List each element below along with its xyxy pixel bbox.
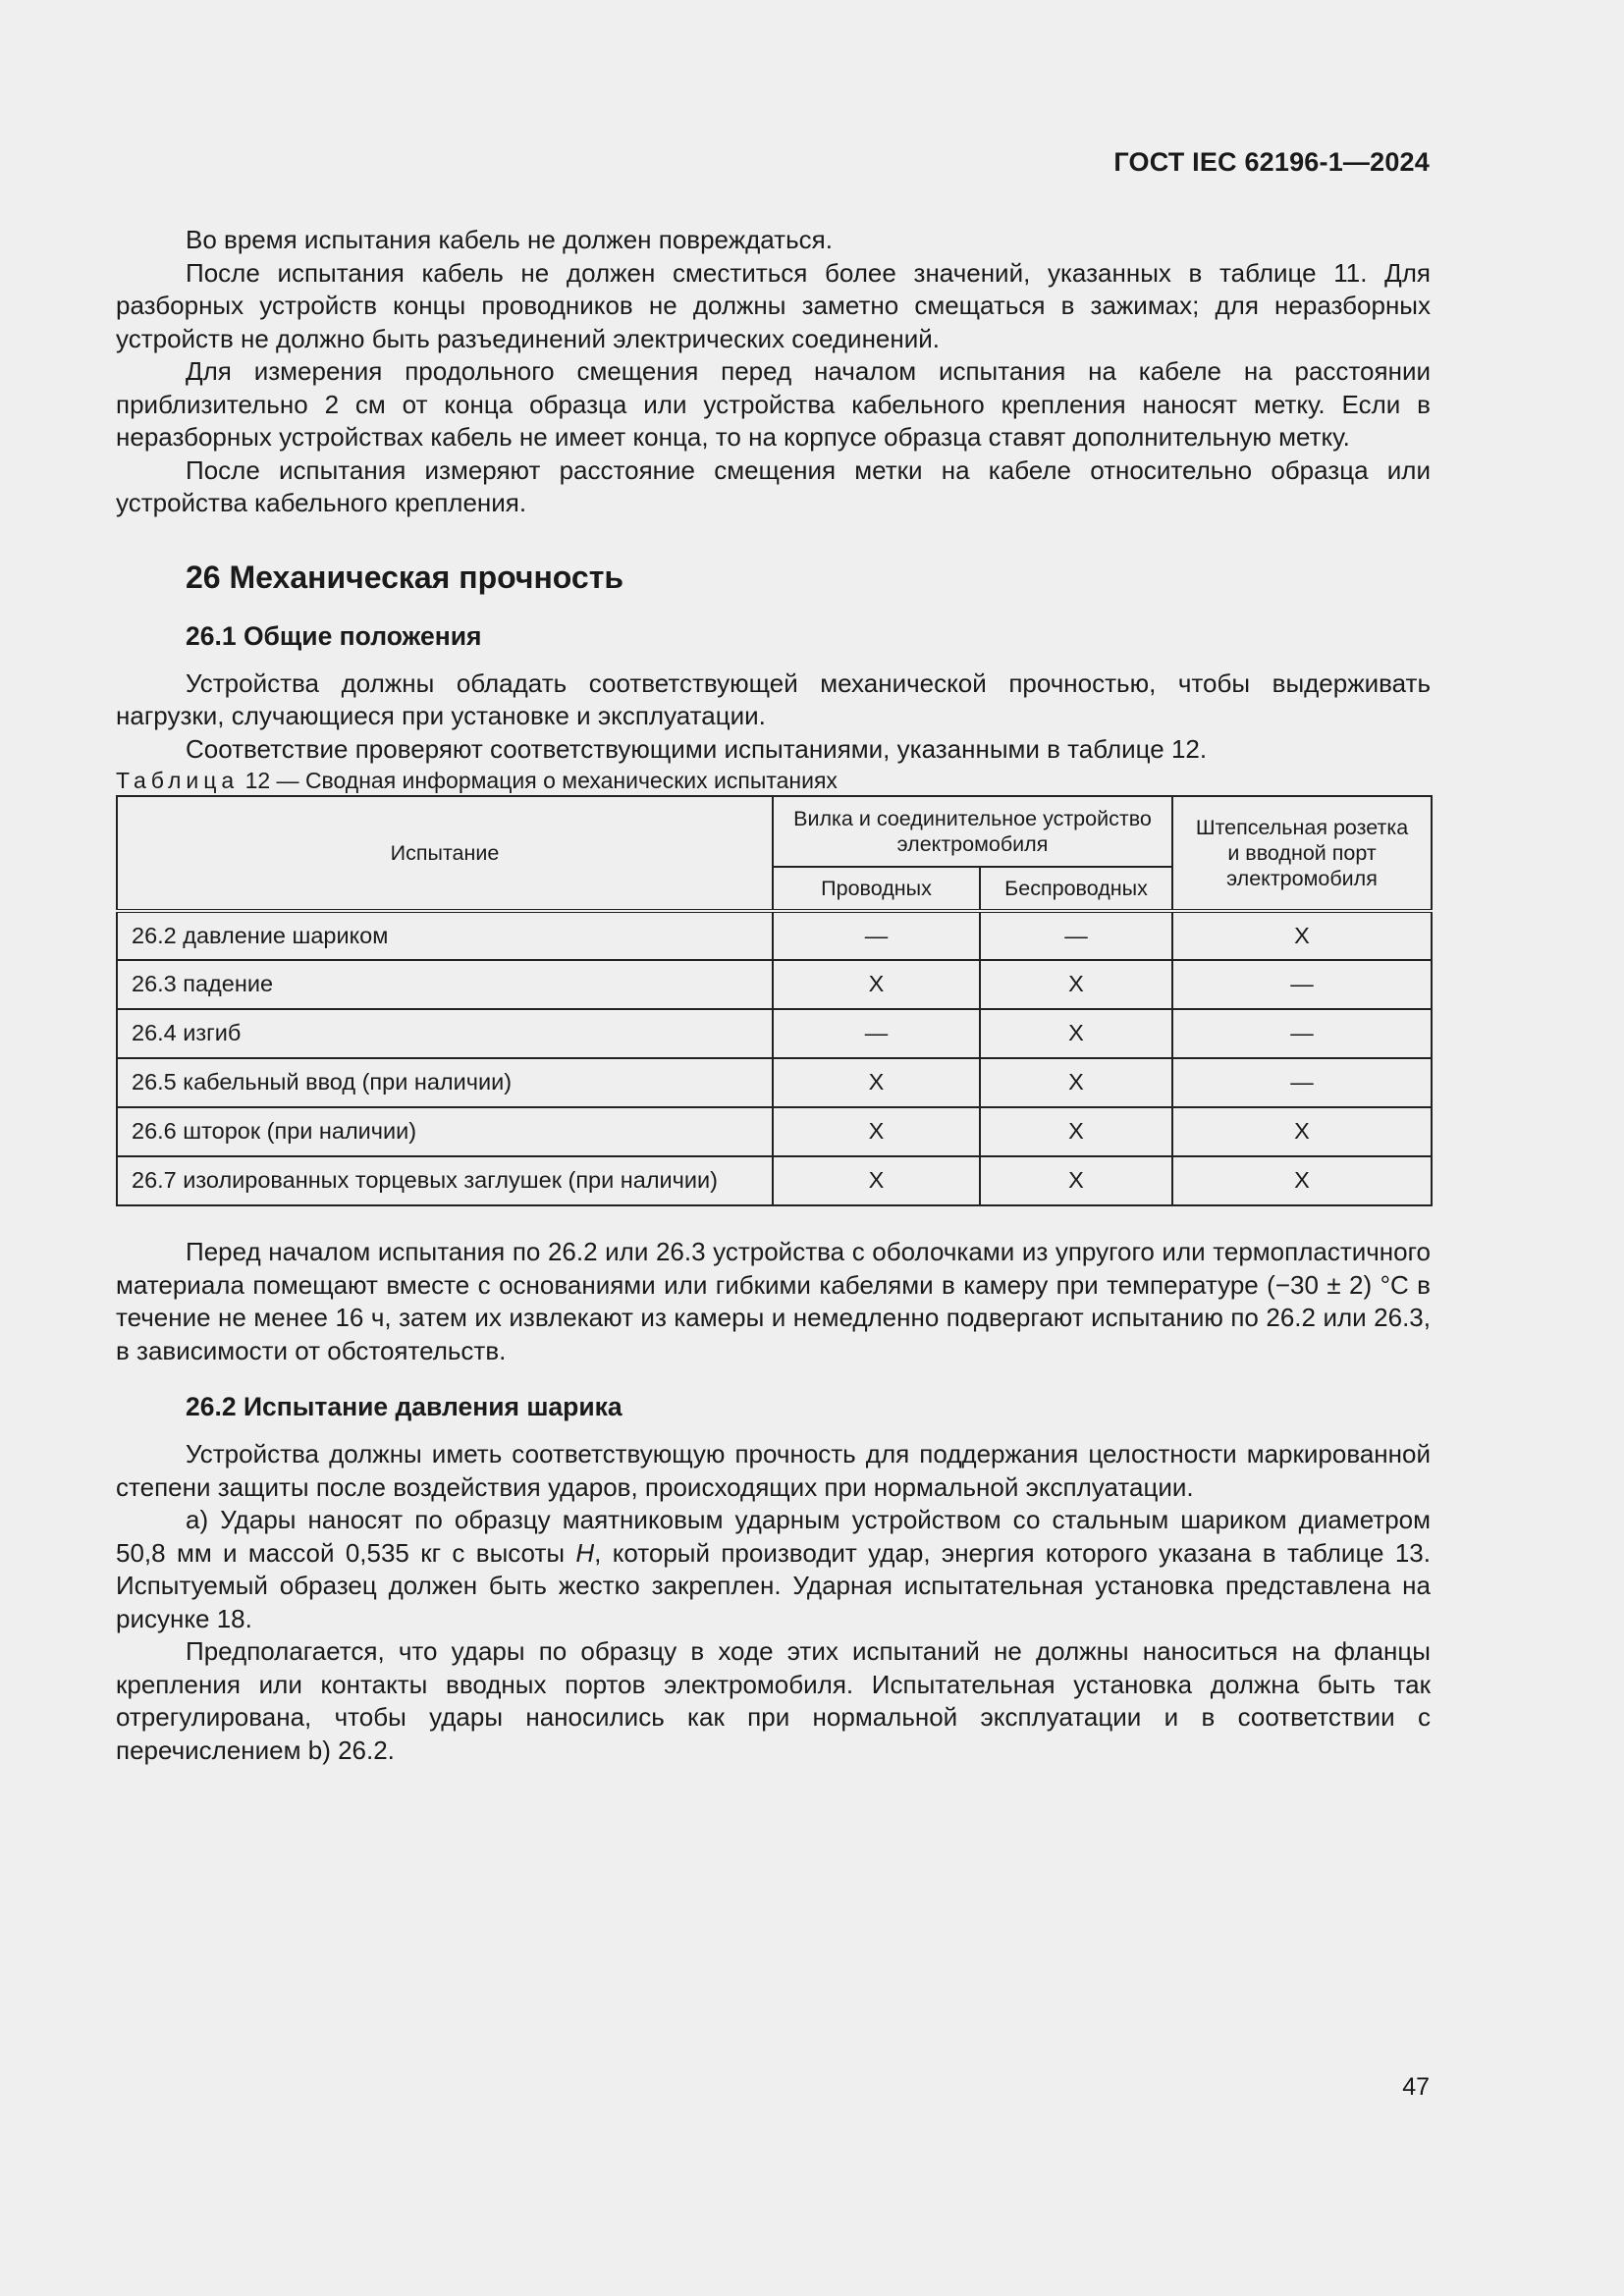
- socket-cell: —: [1172, 1009, 1432, 1058]
- socket-cell: —: [1172, 960, 1432, 1009]
- table-caption-label: Таблица: [116, 768, 240, 793]
- wireless-cell: Х: [980, 1156, 1172, 1205]
- wired-cell: —: [773, 911, 980, 960]
- wireless-cell: Х: [980, 1009, 1172, 1058]
- test-name-cell: 26.6 шторок (при наличии): [117, 1107, 773, 1156]
- wired-cell: —: [773, 1009, 980, 1058]
- subsection-heading: 26.1 Общие положения: [186, 620, 482, 651]
- test-name-cell: 26.5 кабельный ввод (при наличии): [117, 1058, 773, 1107]
- header-socket: Штепсельная розетка и вводной порт электромобиля: [1172, 796, 1432, 911]
- wired-cell: Х: [773, 960, 980, 1009]
- paragraph: Предполагается, что удары по образцу в ходе этих испытаний не должны наноситься на фланцы крепления или контакты вводных портов электромобиля. Испытательная установка должна быть так отрегулирована, чтобы удары наносились как при нормальной эксплуатации и в соответствии с перечислением b) 26.2.: [116, 1636, 1431, 1765]
- paragraph: Во время испытания кабель не должен повреждаться.: [186, 225, 833, 254]
- socket-cell: Х: [1172, 1156, 1432, 1205]
- wireless-cell: —: [980, 911, 1172, 960]
- test-name-cell: 26.3 падение: [117, 960, 773, 1009]
- header-test: Испытание: [117, 796, 773, 911]
- wired-cell: Х: [773, 1058, 980, 1107]
- test-name-cell: 26.7 изолированных торцевых заглушек (при наличии): [117, 1156, 773, 1205]
- socket-cell: —: [1172, 1058, 1432, 1107]
- table-row: [117, 1058, 1432, 1107]
- page-content: [116, 224, 1431, 1767]
- document-code-header: ГОСТ IEC 62196-1—2024: [1113, 147, 1430, 177]
- table-caption-text: 12 — Сводная информация о механических испытаниях: [239, 768, 838, 793]
- subsection-heading: 26.2 Испытание давления шарика: [186, 1392, 623, 1421]
- paragraph-text: , который производит удар, энергия которого указана в таблице 13. Испытуемый образец должен быть жестко закреплен. Ударная испытательная установка представлена на рисунке 18.: [116, 1537, 1431, 1633]
- test-name-cell: 26.4 изгиб: [117, 1009, 773, 1058]
- table-row: [117, 1156, 1432, 1205]
- table-row: [117, 911, 1432, 960]
- height-variable: H: [575, 1537, 595, 1568]
- paragraph-text: a) Удары наносят по образцу маятниковым ударным устройством со стальным шариком диаметром 50,8 мм и массой 0,535 кг с высоты: [116, 1505, 1431, 1568]
- paragraph: После испытания измеряют расстояние смещения метки на кабеле относительно образца или устройства кабельного крепления.: [116, 454, 1431, 517]
- wireless-cell: Х: [980, 1058, 1172, 1107]
- paragraph: Соответствие проверяют соответствующими испытаниями, указанными в таблице 12.: [186, 733, 1208, 764]
- wired-cell: Х: [773, 1156, 980, 1205]
- paragraph: Перед началом испытания по 26.2 или 26.3 устройства с оболочками из упругого или термопластичного материала помещают вместе с основаниями или гибкими кабелями в камеру при температуре (−30 ± 2) °С в течение не менее 16 ч, затем их извлекают из камеры и немедленно подвергают испытанию по 26.2 или 26.3, в зависимости от обстоятельств.: [116, 1237, 1431, 1365]
- paragraph: После испытания кабель не должен сместиться более значений, указанных в таблице 11. Для разборных устройств концы проводников не должны заметно смещаться в зажимах; для неразборных устройств не должно быть разъединений электрических соединений.: [116, 257, 1431, 353]
- wireless-cell: Х: [980, 1107, 1172, 1156]
- paragraph: Для измерения продольного смещения перед началом испытания на кабеле на расстоянии приблизительно 2 см от конца образца или устройства кабельного крепления наносят метку. Если в неразборных устройствах кабель не имеет конца, то на корпусе образца ставят дополнительную метку.: [116, 356, 1431, 452]
- paragraph: Устройства должны иметь соответствующую прочность для поддержания целостности маркированной степени защиты после воздействия ударов, происходящих при нормальной эксплуатации.: [116, 1439, 1431, 1502]
- paragraph-list-item-a: [116, 1504, 1431, 1635]
- page-number: 47: [1402, 2073, 1430, 2101]
- test-name-cell: 26.2 давление шариком: [117, 911, 773, 960]
- wireless-cell: Х: [980, 960, 1172, 1009]
- header-plug-group: Вилка и соединительное устройство электромобиля: [773, 796, 1172, 867]
- paragraph: Устройства должны обладать соответствующей механической прочностью, чтобы выдерживать нагрузки, случающиеся при установке и эксплуатации.: [116, 667, 1431, 730]
- table-row: [117, 1009, 1432, 1058]
- wired-cell: Х: [773, 1107, 980, 1156]
- table-row: [117, 1107, 1432, 1156]
- header-wireless: Беспроводных: [980, 867, 1172, 911]
- table-row: [117, 960, 1432, 1009]
- mechanical-tests-table: [116, 795, 1433, 1206]
- socket-cell: Х: [1172, 1107, 1432, 1156]
- header-wired: Проводных: [773, 867, 980, 911]
- table-caption: [116, 766, 1431, 795]
- socket-cell: Х: [1172, 911, 1432, 960]
- section-heading: 26 Механическая прочность: [186, 559, 624, 595]
